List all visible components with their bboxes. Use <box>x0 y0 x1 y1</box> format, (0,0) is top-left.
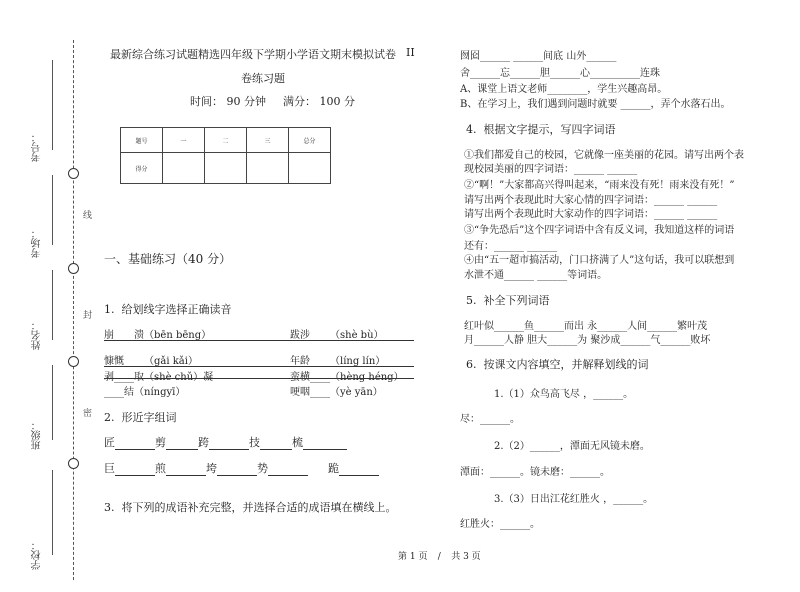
q3-text: 将下列的成语补充完整，并选择合适的成语填在横线上。 <box>121 501 397 514</box>
score-table-header-cell: 二 <box>205 128 247 153</box>
answer-blank[interactable] <box>166 462 206 476</box>
q1-underline <box>104 340 414 341</box>
name-label: 姓名： <box>32 320 43 350</box>
q2-char: 势 <box>257 462 268 475</box>
q6-text: 按课文内容填空，并解释划线的词 <box>483 358 649 371</box>
idiom-fill-row: 囫囵______ ______间底 山外______ <box>460 51 617 62</box>
q1-item: 蛮横____（hèng héng） <box>290 372 404 383</box>
title-mark: II <box>406 46 415 59</box>
q1-underline <box>104 366 414 367</box>
answer-blank[interactable] <box>268 462 308 476</box>
section-basic-practice: 一、基础练习（40 分） <box>104 252 232 266</box>
q1-item: 崩____溃（bēn bēng） <box>104 330 212 341</box>
score-label: 满分： <box>283 95 316 108</box>
school-label: 学校： <box>32 540 43 570</box>
q2-number: 2. <box>104 411 115 424</box>
page-number: 第 1 页 <box>398 552 428 562</box>
exam-room-field <box>52 175 53 245</box>
binding-hole <box>68 168 79 179</box>
q1-item: 跋涉____（shè bù） <box>290 330 384 341</box>
answer-blank[interactable] <box>260 436 292 450</box>
name-field <box>52 270 53 340</box>
q4-line: ④由“五一超市搞活动，门口挤满了人”这句话，我可以联想到 <box>464 255 735 266</box>
score-cell[interactable] <box>205 153 247 184</box>
score-row-label: 得分 <box>121 153 163 184</box>
answer-blank[interactable] <box>217 462 257 476</box>
answer-blank[interactable] <box>303 436 347 450</box>
exam-number-field <box>52 60 53 150</box>
q2-row <box>104 460 379 476</box>
idiom-fill-row: 舍______忘______胆______心__________连珠 <box>460 68 660 79</box>
score-table-score-row <box>121 153 331 184</box>
idiom-sentence-a: A、课堂上语文老师________，学生兴趣高昂。 <box>460 84 668 95</box>
page-subtitle: 卷练习题 <box>241 72 285 85</box>
q6-item: 潭面：______。镜未磨：______。 <box>460 467 610 478</box>
page-title: 最新综合练习试题精选四年级下学期小学语文期末模拟试卷 <box>110 48 396 61</box>
page-separator: / <box>437 552 441 562</box>
q4-text: 根据文字提示，写四字词语 <box>483 123 616 136</box>
score-table-header-cell: 一 <box>163 128 205 153</box>
score-cell[interactable] <box>289 153 331 184</box>
q4-line: ①我们都爱自己的校园，它就像一座美丽的花园。请写出两个表 <box>464 150 744 161</box>
q2-row <box>104 434 347 450</box>
idiom-sentence-b: B、在学习上，我们遇到问题时就要 ______，弄个水落石出。 <box>460 99 731 110</box>
q4-line: 还有：______ ______ <box>464 241 558 252</box>
q1-underline <box>104 378 414 379</box>
q4-line: 现校园美丽的四字词语：______ ______ <box>464 164 638 175</box>
score-cell[interactable] <box>247 153 289 184</box>
q1-item: 剥____取（shè chǔ）凝 <box>104 372 214 383</box>
q6-item: 3.（3）日出江花红胜火 ，______。 <box>494 494 654 505</box>
q4-heading <box>466 121 616 137</box>
page-total: 共 3 页 <box>451 552 481 562</box>
q2-char: 梳 <box>292 436 303 449</box>
q3-number: 3. <box>104 501 115 514</box>
q4-line: ③“争先恐后”这个四字词语中含有反义词，我知道这样的词语 <box>464 225 735 236</box>
q2-char: 技 <box>249 436 260 449</box>
q1-item: 年龄____（líng lín） <box>290 356 386 367</box>
q2-char: 匠 <box>104 436 115 449</box>
q1-number: 1. <box>104 303 115 316</box>
binding-hole <box>68 356 79 367</box>
exam-room-label: 考场： <box>32 228 43 258</box>
binding-dashed-line <box>73 40 74 580</box>
binding-hole <box>68 458 79 469</box>
q1-item: 哽咽____（yè yān） <box>290 387 383 398</box>
score-table-header-cell: 题号 <box>121 128 163 153</box>
score-table-header-cell: 三 <box>247 128 289 153</box>
q2-char: 跨 <box>198 436 209 449</box>
time-label: 时间： <box>190 95 223 108</box>
q4-number: 4. <box>466 123 477 136</box>
q6-number: 6. <box>466 358 477 371</box>
q4-line: ②“啊！”大家都高兴得叫起来，“雨来没有死！雨来没有死！” <box>464 180 735 191</box>
q2-char: 垮 <box>206 462 217 475</box>
q5-row: 月______人静 胆大______为 聚沙成______气______败坏 <box>464 335 711 346</box>
q1-heading <box>104 301 232 317</box>
score-table-header-cell: 总分 <box>289 128 331 153</box>
cut-mark-seal: 封 <box>81 310 91 319</box>
answer-blank[interactable] <box>209 436 249 450</box>
q2-char: 煎 <box>155 462 166 475</box>
q6-item: 红胜火：______。 <box>460 519 540 530</box>
exam-number-label: 考号： <box>32 132 43 162</box>
class-field <box>52 365 53 440</box>
q4-line: 请写出两个表现此时大家动作的四字词语：______ ______ <box>464 209 718 220</box>
score-table-header-row <box>121 128 331 153</box>
q2-char: 跪 <box>328 462 339 475</box>
q5-row: 红叶似______鱼______而出 永______人间______繁叶茂 <box>464 321 708 332</box>
answer-blank[interactable] <box>339 462 379 476</box>
score-cell[interactable] <box>163 153 205 184</box>
q4-line: 请写出两个表现此时大家心情的四字词语：______ ______ <box>464 195 718 206</box>
cut-mark-line: 线 <box>81 210 91 219</box>
q3-heading <box>104 499 397 515</box>
q2-heading <box>104 409 177 425</box>
q6-heading <box>466 356 649 372</box>
q2-char: 巨 <box>104 462 115 475</box>
answer-blank[interactable] <box>115 436 155 450</box>
q6-item: 1.（1）众鸟高飞尽 ，______。 <box>494 389 634 400</box>
q2-text: 形近字组词 <box>121 411 177 424</box>
q1-item: ____结（níngyī） <box>104 387 186 398</box>
q6-item: 尽：______。 <box>460 414 520 425</box>
class-label: 班级： <box>32 420 43 450</box>
q5-text: 补全下列词语 <box>483 294 550 307</box>
q5-heading <box>466 292 550 308</box>
score-value: 100 分 <box>319 95 355 108</box>
answer-blank[interactable] <box>115 462 155 476</box>
q1-text: 给划线字选择正确读音 <box>121 303 232 316</box>
q5-number: 5. <box>466 294 477 307</box>
page-footer <box>398 549 481 562</box>
q6-item: 2.（2）______，潭面无风镜未磨。 <box>494 441 650 452</box>
answer-blank[interactable] <box>166 436 198 450</box>
binding-hole <box>68 263 79 274</box>
q1-item: 慷慨____（gǎi kǎi） <box>104 356 198 367</box>
school-field <box>52 470 53 555</box>
q2-char: 剪 <box>155 436 166 449</box>
time-value: 90 分钟 <box>226 95 266 108</box>
exam-info <box>190 93 355 109</box>
cut-mark-secret: 密 <box>81 408 91 417</box>
score-table <box>120 127 331 184</box>
q4-line: 水泄不通______ ______等词语。 <box>464 270 608 281</box>
